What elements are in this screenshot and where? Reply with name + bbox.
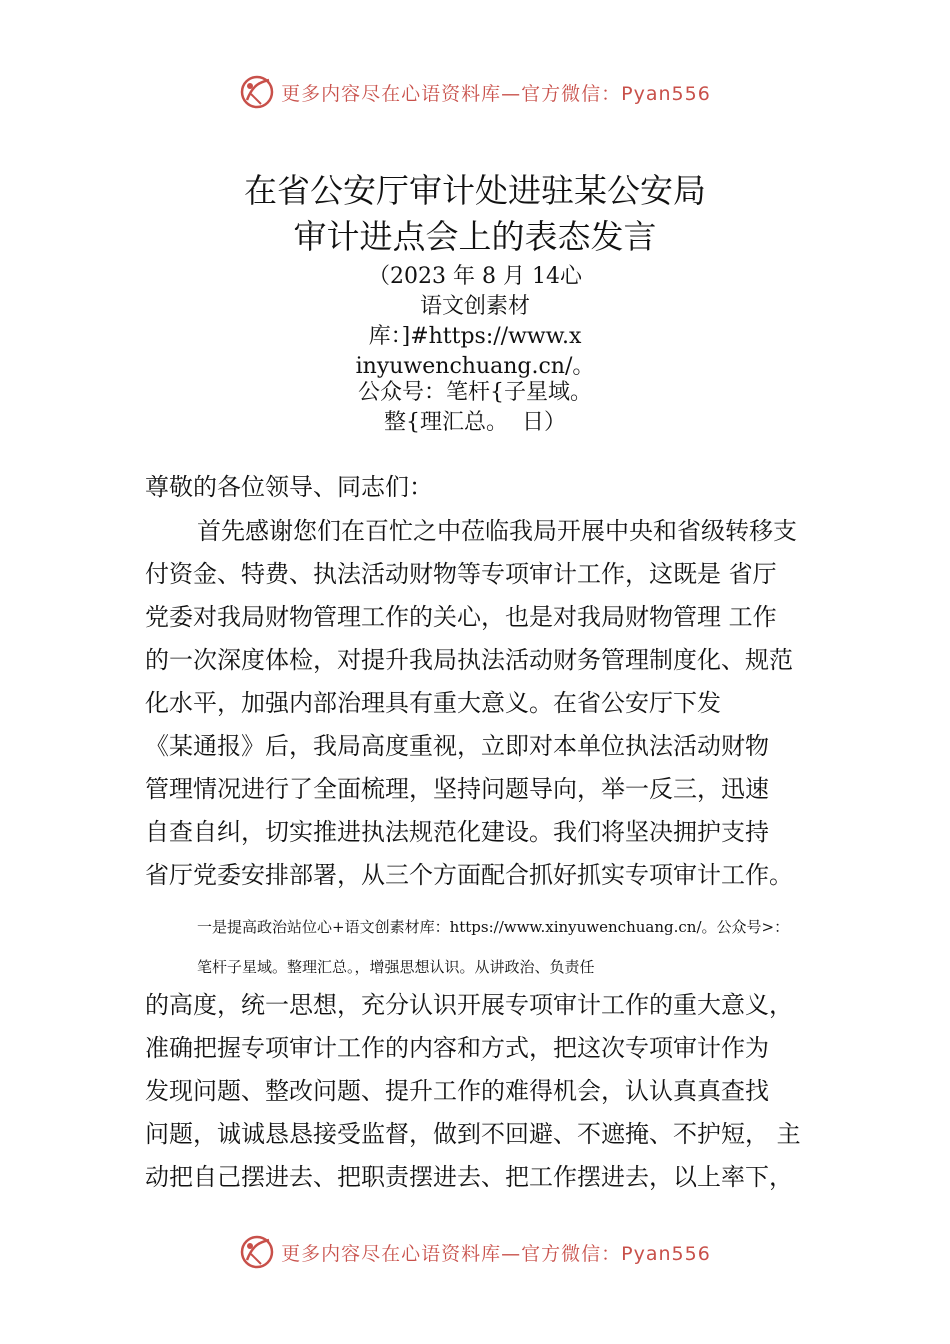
small-text-line: 笔杆子星域。整理汇总。，增强思想认识。从讲政治、负责任: [197, 958, 595, 976]
paragraph-line: 付资金、特费、执法活动财物等专项审计工作，这既是 省厅: [145, 560, 777, 588]
paragraph-line: 动把自己摆进去、把职责摆进去、把工作摆进去，以上率下，: [145, 1163, 793, 1191]
dateline-line: inyuwenchuang.cn/。: [355, 354, 595, 379]
dateline-line: 公众号：笔杆{子星域。: [358, 380, 592, 405]
paragraph-line: 的高度，统一思想，充分认识开展专项审计工作的重大意义，: [145, 991, 793, 1019]
brand-logo-icon: [239, 74, 275, 110]
paragraph-line: 党委对我局财物管理工作的关心，也是对我局财物管理 工作: [145, 603, 777, 631]
paragraph-line: 管理情况进行了全面梳理，坚持问题导向，举一反三，迅速: [145, 775, 769, 803]
paragraph-line: 问题，诚诚恳恳接受监督，做到不回避、不遮掩、不护短， 主: [145, 1120, 801, 1148]
paragraph-line: 首先感谢您们在百忙之中莅临我局开展中央和省级转移支: [197, 517, 797, 545]
document-title-line1: 在省公安厅审计处进驻某公安局: [244, 171, 706, 210]
paragraph-line: 《某通报》后，我局高度重视，立即对本单位执法活动财物: [145, 732, 769, 760]
header-banner: [0, 72, 950, 112]
paragraph-line: 发现问题、整改问题、提升工作的难得机会，认认真真查找: [145, 1077, 769, 1105]
document-title-line2: 审计进点会上的表态发言: [293, 217, 657, 256]
brand-logo-icon: [239, 1234, 275, 1270]
footer-banner: [0, 1232, 950, 1272]
paragraph-line: 自查自纠，切实推进执法规范化建设。我们将坚决拥护支持: [145, 818, 769, 846]
paragraph-line: 的一次深度体检，对提升我局执法活动财务管理制度化、规范: [145, 646, 793, 674]
paragraph-line: 省厅党委安排部署，从三个方面配合抓好抓实专项审计工作。: [145, 861, 793, 889]
dateline-line: 语文创素材: [419, 294, 530, 319]
dateline-line: 库：]#https://www.x: [368, 324, 582, 349]
dateline-line: 整{理汇总。 日）: [384, 410, 566, 435]
header-banner-text: 更多内容尽在心语资料库—官方微信：Pyan556: [281, 82, 711, 105]
dateline-line: （2023 年 8 月 14心: [368, 264, 582, 289]
footer-banner-text: 更多内容尽在心语资料库—官方微信：Pyan556: [281, 1242, 711, 1265]
small-text-line: 一是提高政治站位心+语文创素材库：https://www.xinyuwenchuang.cn/。公众号>：: [197, 918, 790, 936]
paragraph-line: 化水平，加强内部治理具有重大意义。在省公安厅下发: [145, 689, 721, 717]
greeting: 尊敬的各位领导、同志们：: [145, 473, 433, 501]
paragraph-line: 准确把握专项审计工作的内容和方式，把这次专项审计作为: [145, 1034, 769, 1062]
